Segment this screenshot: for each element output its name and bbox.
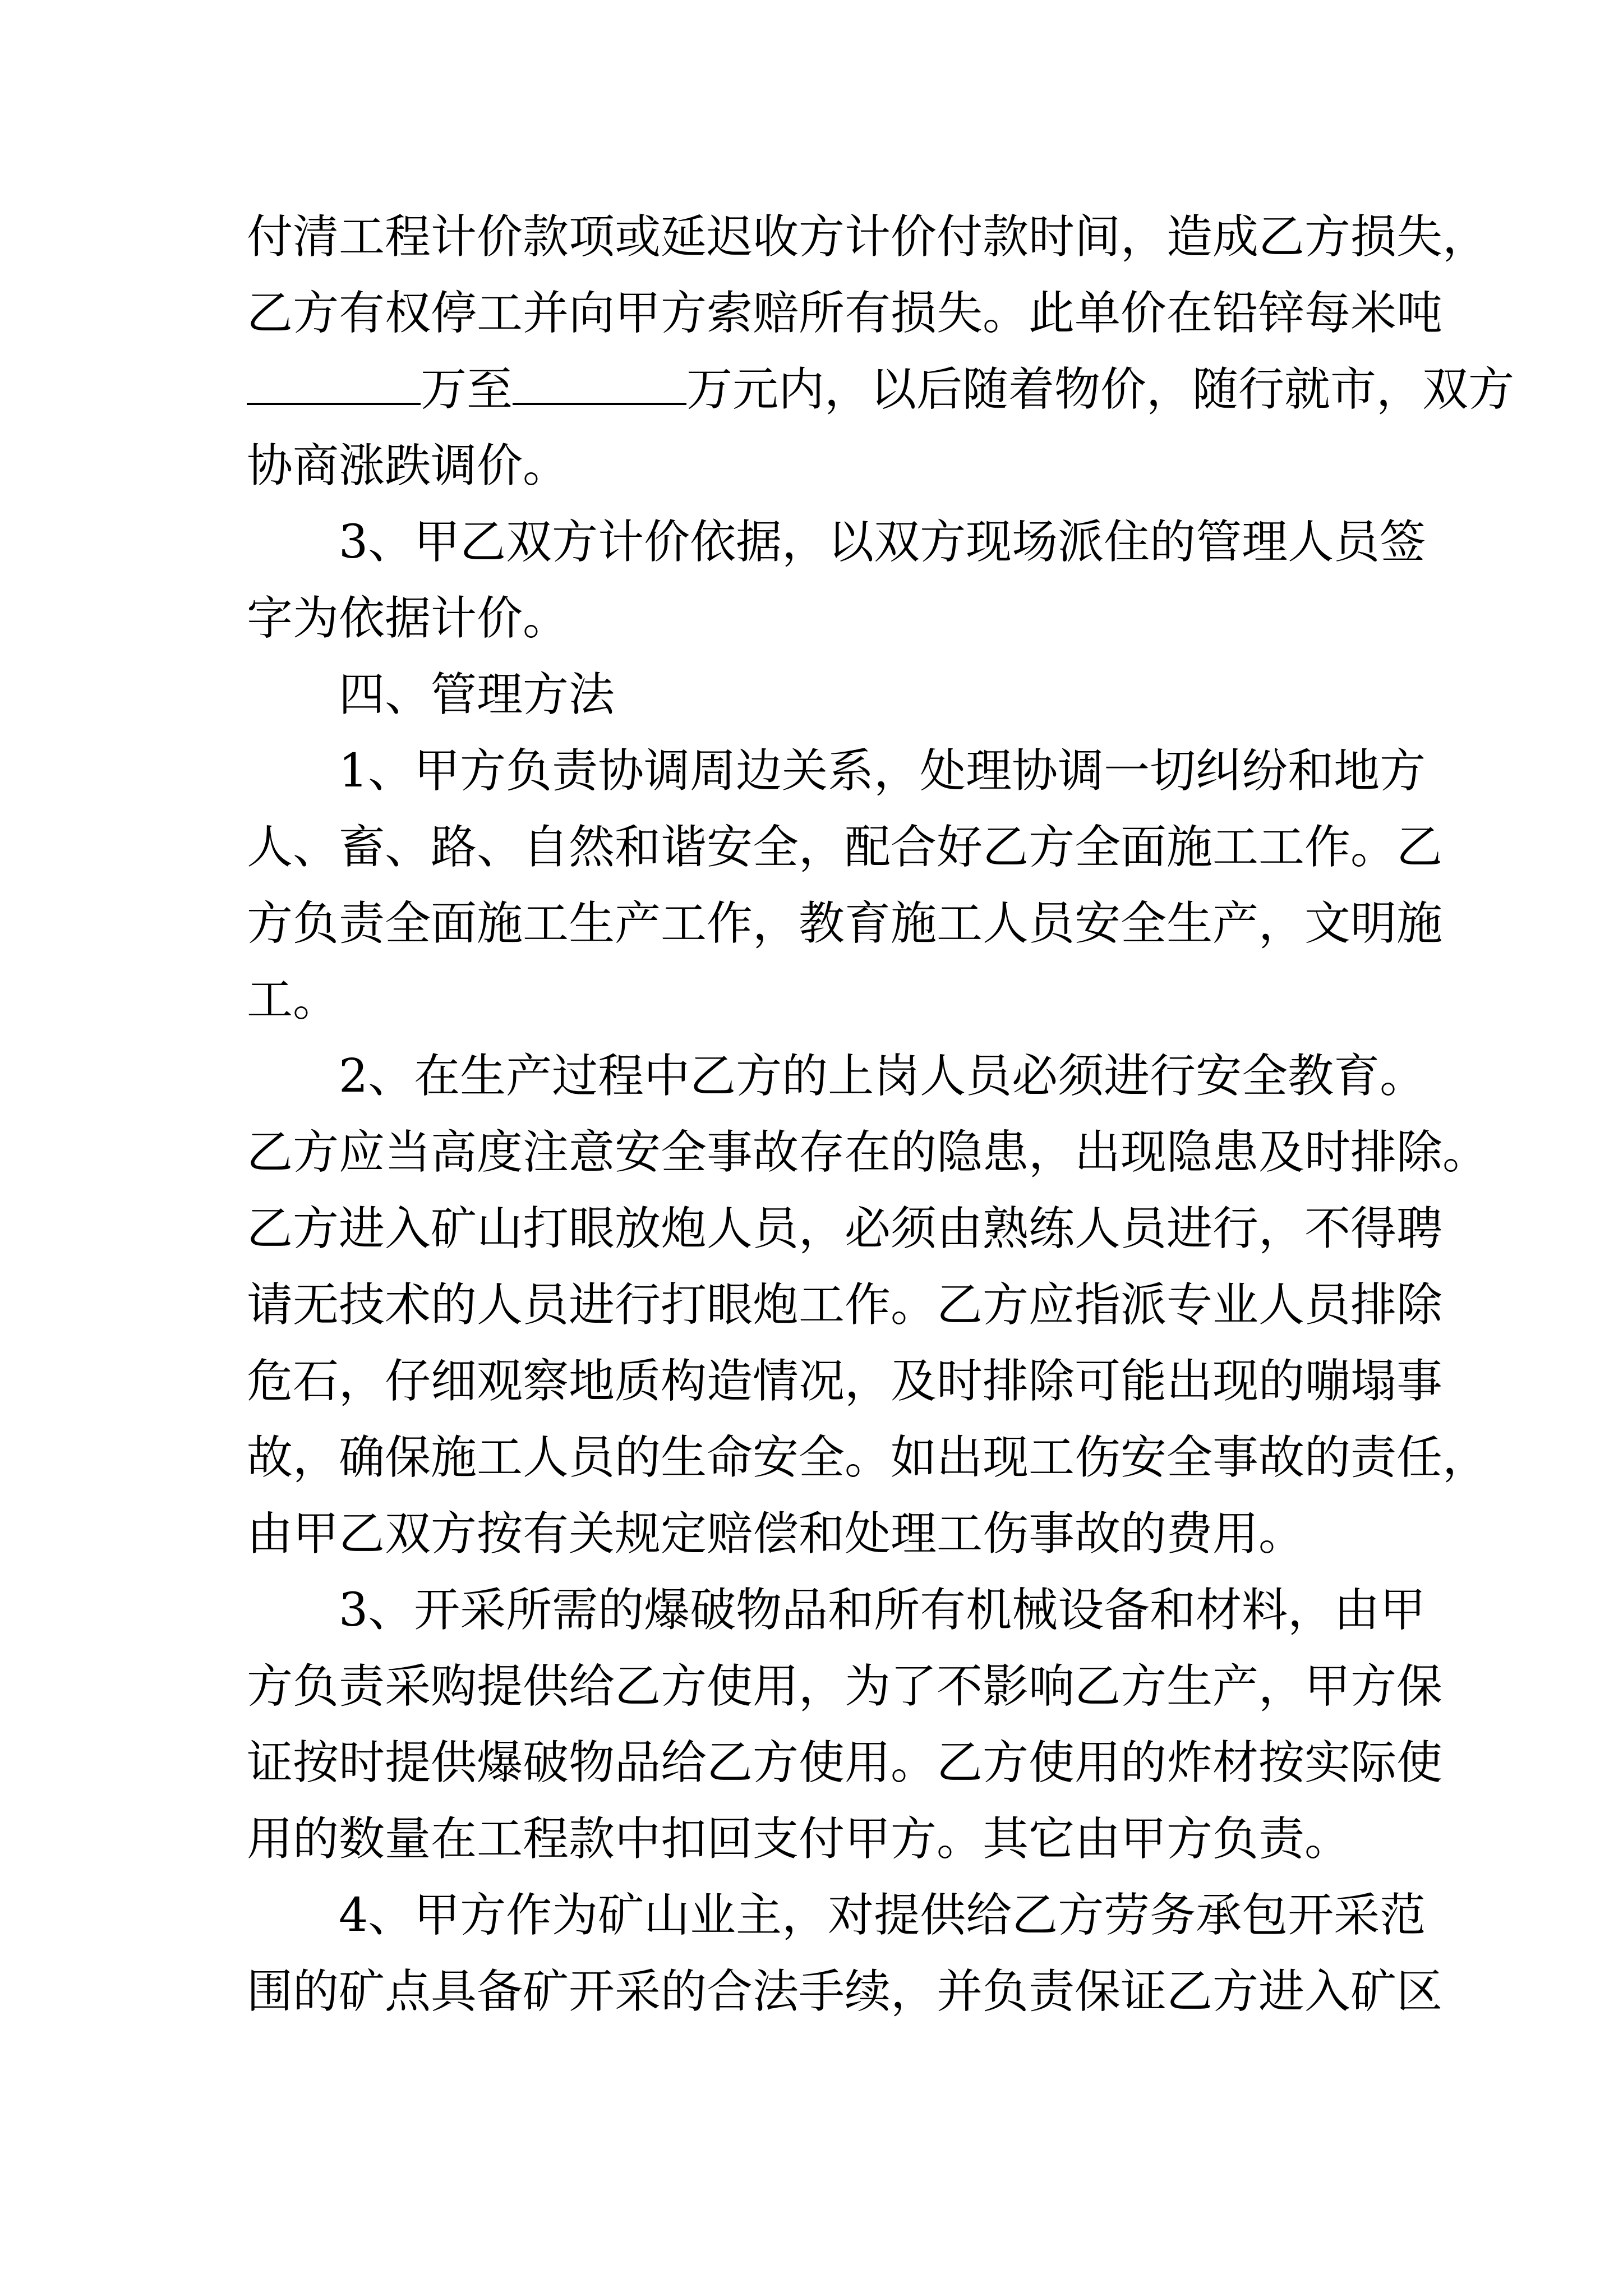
text-line: 人、畜、路、自然和谐安全，配合好乙方全面施工工作。乙 [247, 821, 1443, 874]
text-line: 字为依据计价。 [247, 592, 569, 645]
text-fragment: 万元内，以后随着物价，随行就市，双方 [686, 363, 1515, 416]
text-line: 工。 [247, 973, 339, 1027]
text-line: 用的数量在工程款中扣回支付甲方。其它由甲方负责。 [247, 1812, 1351, 1866]
text-line: 协商涨跌调价。 [247, 439, 569, 493]
section-heading: 四、管理方法 [339, 668, 615, 721]
text-line: 乙方有权停工并向甲方索赔所有损失。此单价在铅锌每米吨 [247, 287, 1443, 340]
text-line: 请无技术的人员进行打眼炮工作。乙方应指派专业人员排除 [247, 1278, 1443, 1332]
text-line: 故，确保施工人员的生命安全。如出现工伤安全事故的责任， [247, 1431, 1489, 1484]
document-body [247, 199, 1515, 2030]
text-line: 3、开采所需的爆破物品和所有机械设备和材料，由甲 [339, 1584, 1426, 1637]
text-line: 围的矿点具备矿开采的合法手续，并负责保证乙方进入矿区 [247, 1965, 1443, 2018]
text-line: 证按时提供爆破物品给乙方使用。乙方使用的炸材按实际使 [247, 1736, 1443, 1789]
text-line: 1、甲方负责协调周边关系，处理协调一切纠纷和地方 [339, 744, 1426, 798]
text-line: 4、甲方作为矿山业主，对提供给乙方劳务承包开采范 [339, 1889, 1426, 1942]
text-fragment: 万至 [421, 363, 513, 416]
blank-field [247, 360, 421, 405]
text-line: 方负责全面施工生产工作，教育施工人员安全生产，文明施 [247, 897, 1443, 950]
blank-field [513, 360, 686, 405]
text-line: 付清工程计价款项或延迟收方计价付款时间，造成乙方损失， [247, 210, 1489, 264]
text-line: 乙方进入矿山打眼放炮人员，必须由熟练人员进行，不得聘 [247, 1202, 1443, 1255]
text-line: 危石，仔细观察地质构造情况，及时排除可能出现的嘣塌事 [247, 1355, 1443, 1408]
text-line: 乙方应当高度注意安全事故存在的隐患，出现隐患及时排除。 [247, 1126, 1489, 1179]
text-line: 方负责采购提供给乙方使用，为了不影响乙方生产，甲方保 [247, 1660, 1443, 1713]
text-line: 2、在生产过程中乙方的上岗人员必须进行安全教育。 [339, 1050, 1426, 1103]
text-line-with-blanks [247, 352, 1515, 428]
text-line: 3、甲乙双方计价依据，以双方现场派住的管理人员签 [339, 516, 1426, 569]
text-line: 由甲乙双方按有关规定赔偿和处理工伤事故的费用。 [247, 1507, 1305, 1561]
